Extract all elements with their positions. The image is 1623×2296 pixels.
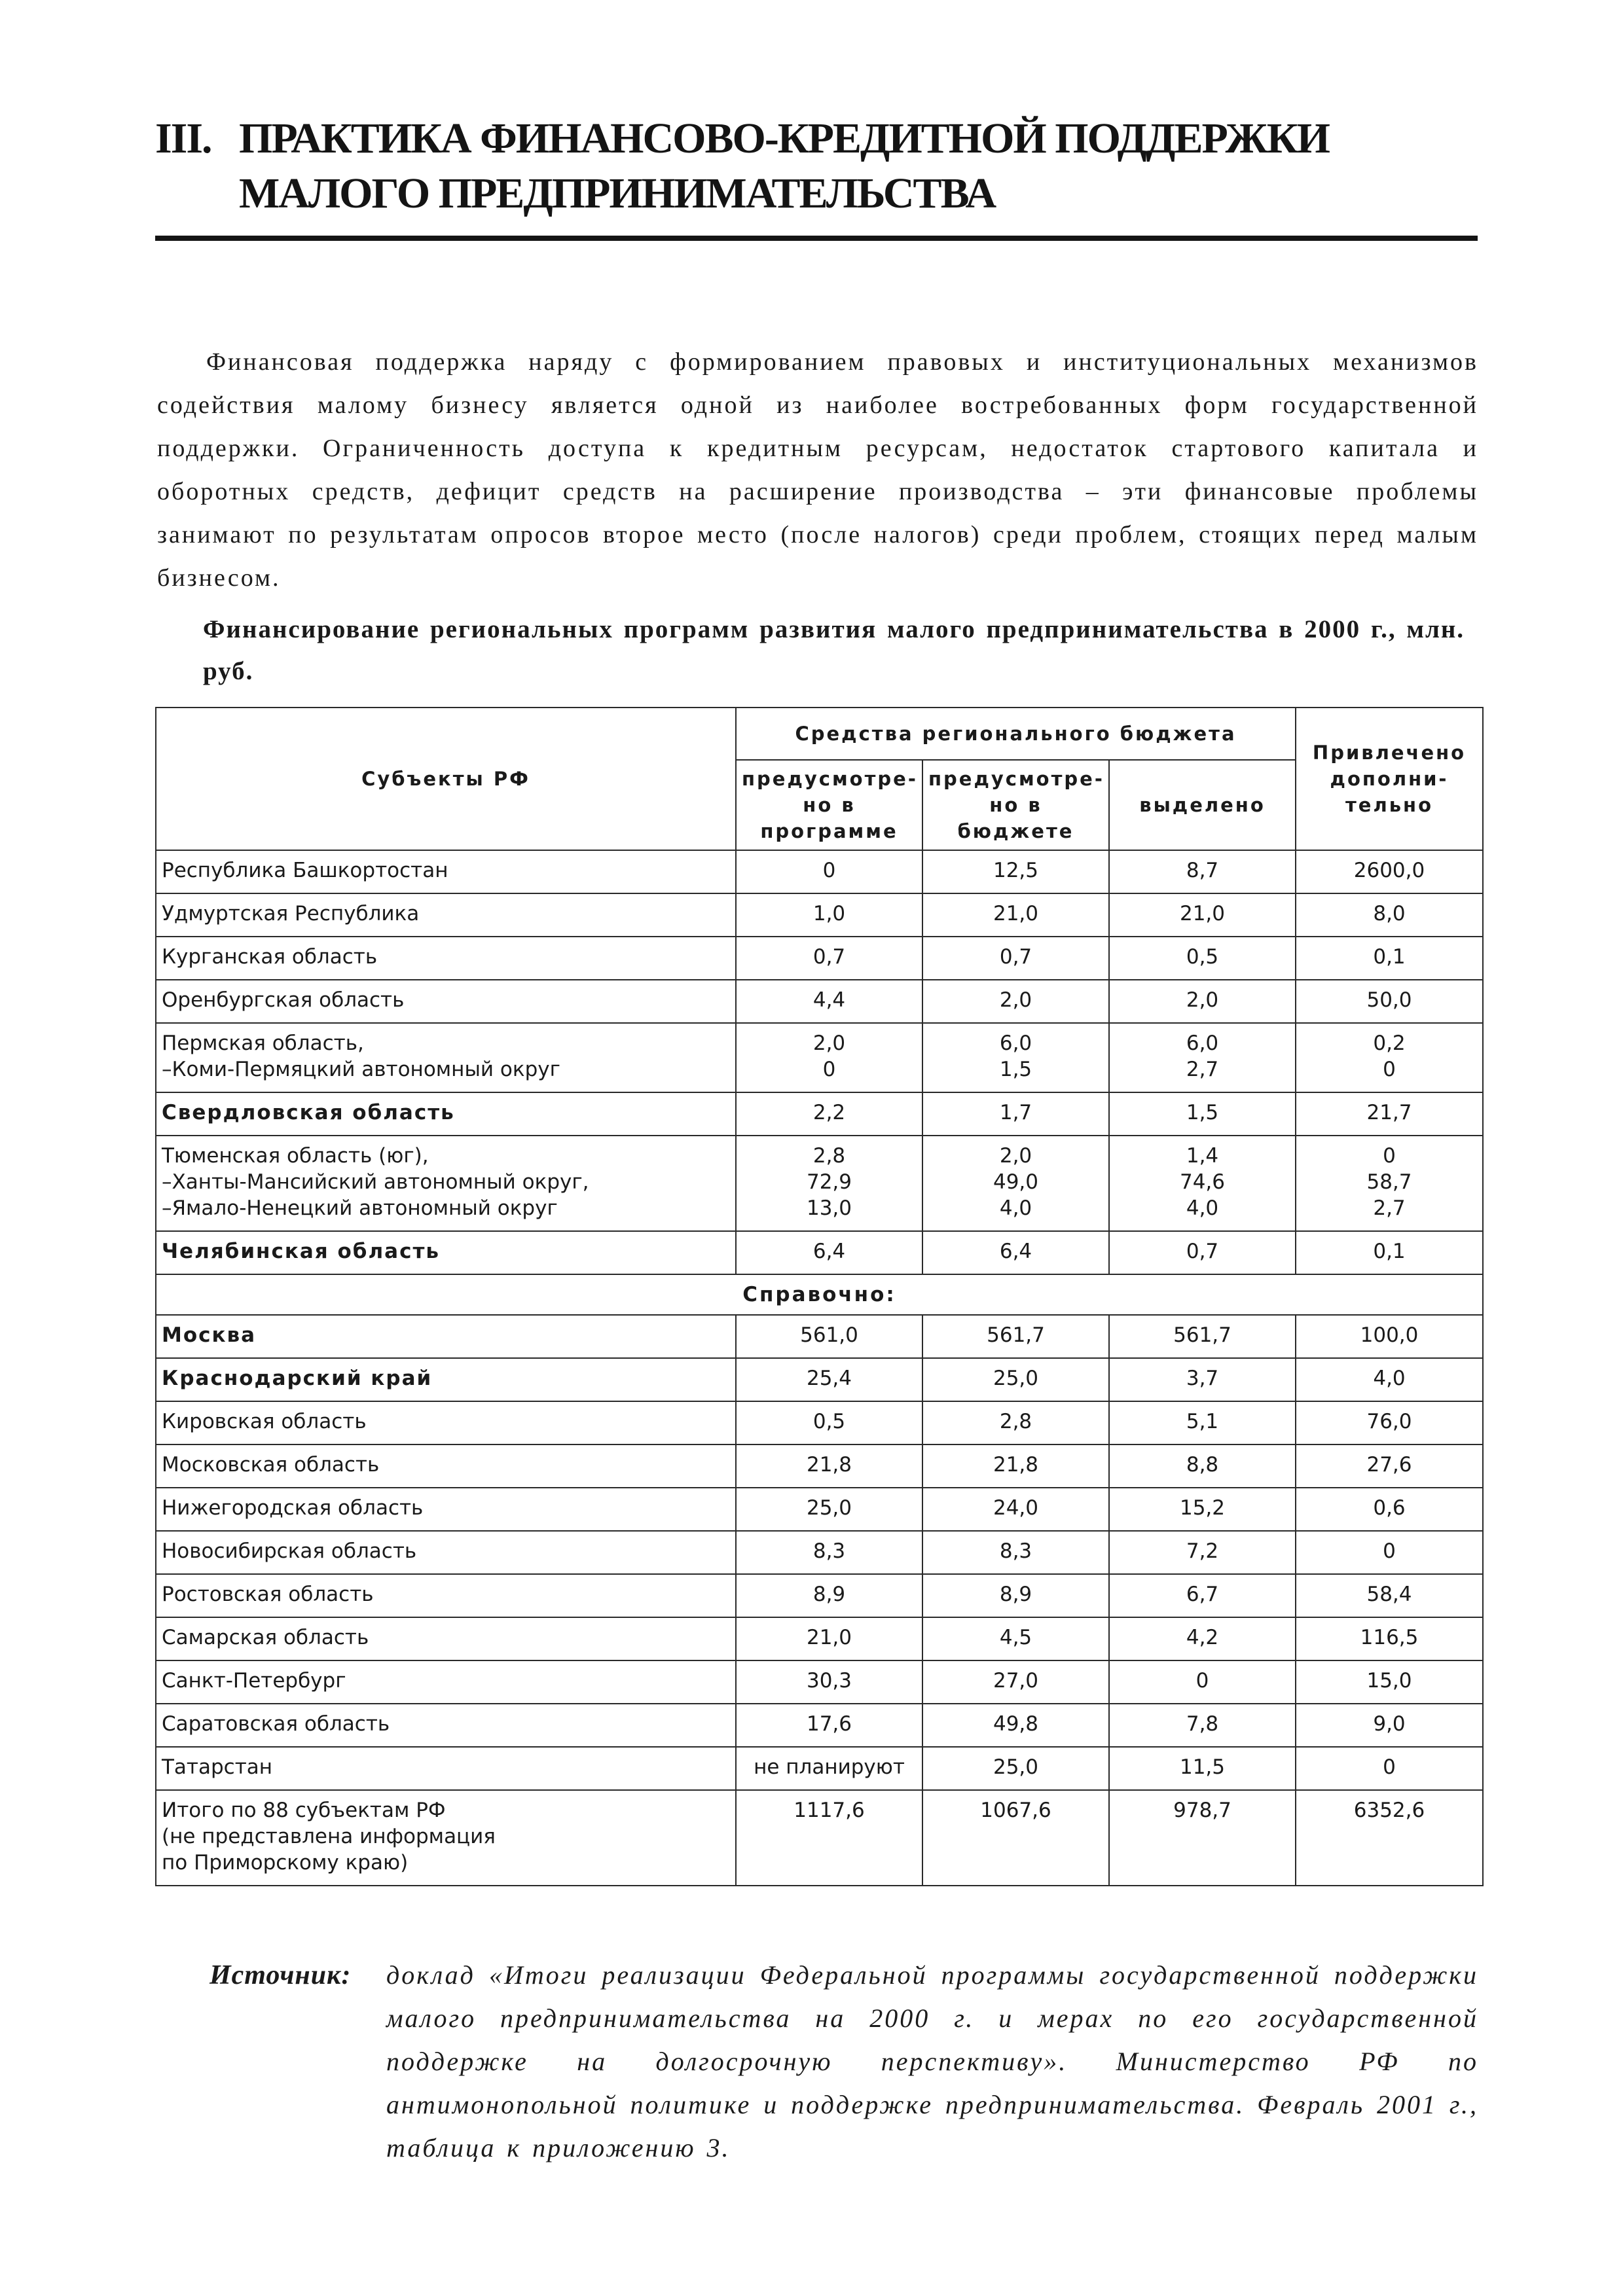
value-line: 21,0 bbox=[806, 1626, 852, 1649]
region-name-cell bbox=[156, 1092, 736, 1136]
attracted-cell bbox=[1296, 1747, 1483, 1790]
allocated-cell bbox=[1109, 1444, 1296, 1488]
planned-budget-cell bbox=[922, 1790, 1109, 1886]
allocated-cell bbox=[1109, 1790, 1296, 1886]
planned-program-cell bbox=[736, 1444, 922, 1488]
planned-budget-cell bbox=[922, 1092, 1109, 1136]
value-line: 1,5 bbox=[999, 1058, 1032, 1081]
header-allocated: выделено bbox=[1109, 760, 1296, 850]
value-line: 0,7 bbox=[812, 945, 846, 969]
region-name-cell bbox=[156, 850, 736, 893]
value-line: 0 bbox=[1383, 1539, 1396, 1563]
planned-budget-cell bbox=[922, 1704, 1109, 1747]
region-name-line: Саратовская область bbox=[162, 1712, 390, 1736]
attracted-cell bbox=[1296, 850, 1483, 893]
value-line: 2600,0 bbox=[1353, 859, 1425, 882]
attracted-cell bbox=[1296, 1790, 1483, 1886]
value-line: 0,7 bbox=[999, 945, 1032, 969]
table-row bbox=[156, 850, 1483, 893]
value-line: 8,0 bbox=[1373, 902, 1406, 925]
value-line: 21,0 bbox=[1179, 902, 1226, 925]
value-line: 561,7 bbox=[1173, 1323, 1231, 1347]
allocated-cell bbox=[1109, 1704, 1296, 1747]
value-line: 1067,6 bbox=[980, 1799, 1051, 1822]
table-row bbox=[156, 1315, 1483, 1358]
value-line: 0 bbox=[1383, 1058, 1396, 1081]
value-line: 74,6 bbox=[1179, 1170, 1226, 1194]
region-name-line: Удмуртская Республика bbox=[162, 902, 420, 925]
planned-budget-cell bbox=[922, 1136, 1109, 1231]
planned-budget-cell bbox=[922, 1401, 1109, 1444]
value-line: 11,5 bbox=[1179, 1755, 1226, 1779]
table-body-main bbox=[156, 850, 1483, 1274]
table-row bbox=[156, 1747, 1483, 1790]
allocated-cell bbox=[1109, 893, 1296, 937]
value-line: 2,8 bbox=[812, 1144, 846, 1168]
region-name-cell bbox=[156, 1444, 736, 1488]
section-title-line-2: МАЛОГО ПРЕДПРИНИМАТЕЛЬСТВА bbox=[239, 170, 996, 217]
value-line: 4,0 bbox=[1373, 1367, 1406, 1390]
planned-budget-cell bbox=[922, 1315, 1109, 1358]
value-line: 6352,6 bbox=[1353, 1799, 1425, 1822]
value-line: 8,8 bbox=[1186, 1453, 1219, 1477]
planned-program-cell bbox=[736, 1488, 922, 1531]
table-body-reference bbox=[156, 1315, 1483, 1886]
planned-program-cell bbox=[736, 980, 922, 1023]
value-line: 0 bbox=[822, 859, 836, 882]
table-caption: Финансирование региональных программ развития малого предпринимательства в 2000 г., млн. руб. bbox=[203, 615, 1465, 685]
planned-budget-cell bbox=[922, 1023, 1109, 1092]
region-name-line: Республика Башкортостан bbox=[162, 859, 448, 882]
value-line: 21,8 bbox=[993, 1453, 1039, 1477]
planned-budget-cell bbox=[922, 1358, 1109, 1401]
value-line: 100,0 bbox=[1360, 1323, 1419, 1347]
attracted-cell bbox=[1296, 1092, 1483, 1136]
table-row bbox=[156, 1231, 1483, 1274]
value-line: 2,0 bbox=[999, 1144, 1032, 1168]
funding-table bbox=[155, 707, 1484, 1886]
region-name-cell bbox=[156, 1023, 736, 1092]
header-regional-budget: Средства регионального бюджета bbox=[736, 708, 1296, 760]
section-title-line-1: ПРАКТИКА ФИНАНСОВО-КРЕДИТНОЙ ПОДДЕРЖКИ bbox=[239, 115, 1329, 162]
region-name-line: Итого по 88 субъектам РФ bbox=[162, 1799, 446, 1822]
value-line: 5,1 bbox=[1186, 1410, 1219, 1433]
table-row bbox=[156, 1531, 1483, 1574]
value-line: 2,7 bbox=[1373, 1196, 1406, 1220]
planned-budget-cell bbox=[922, 1488, 1109, 1531]
value-line: 0,1 bbox=[1373, 945, 1406, 969]
value-line: 2,7 bbox=[1186, 1058, 1219, 1081]
planned-budget-cell bbox=[922, 1231, 1109, 1274]
allocated-cell bbox=[1109, 1231, 1296, 1274]
attracted-cell bbox=[1296, 1358, 1483, 1401]
value-line: 4,2 bbox=[1186, 1626, 1219, 1649]
value-line: 1,7 bbox=[999, 1101, 1032, 1124]
value-line: 561,0 bbox=[800, 1323, 858, 1347]
table-header bbox=[156, 708, 1483, 850]
table-row bbox=[156, 937, 1483, 980]
value-line: 12,5 bbox=[993, 859, 1039, 882]
attracted-cell bbox=[1296, 1401, 1483, 1444]
value-line: 58,4 bbox=[1366, 1583, 1412, 1606]
region-name-cell bbox=[156, 1136, 736, 1231]
value-line: 0 bbox=[1383, 1144, 1396, 1168]
region-name-cell bbox=[156, 1315, 736, 1358]
region-name-line: Московская область bbox=[162, 1453, 380, 1477]
planned-budget-cell bbox=[922, 893, 1109, 937]
value-line: 17,6 bbox=[806, 1712, 852, 1736]
header-planned-program: предусмотре-но в программе bbox=[736, 760, 922, 850]
value-line: 1117,6 bbox=[793, 1799, 865, 1822]
planned-budget-cell bbox=[922, 1747, 1109, 1790]
value-line: 49,0 bbox=[993, 1170, 1039, 1194]
table-row bbox=[156, 980, 1483, 1023]
value-line: 6,0 bbox=[1186, 1031, 1219, 1055]
planned-program-cell bbox=[736, 1660, 922, 1704]
region-name-cell bbox=[156, 1747, 736, 1790]
value-line: 8,7 bbox=[1186, 859, 1219, 882]
region-name-cell bbox=[156, 1704, 736, 1747]
allocated-cell bbox=[1109, 1574, 1296, 1617]
region-name-cell bbox=[156, 937, 736, 980]
value-line: 0,7 bbox=[1186, 1240, 1219, 1263]
value-line: 21,8 bbox=[806, 1453, 852, 1477]
region-name-line: Свердловская область bbox=[162, 1101, 455, 1124]
planned-program-cell bbox=[736, 1531, 922, 1574]
value-line: 21,0 bbox=[993, 902, 1039, 925]
allocated-cell bbox=[1109, 1136, 1296, 1231]
planned-budget-cell bbox=[922, 937, 1109, 980]
region-name-line: Татарстан bbox=[162, 1755, 273, 1779]
region-name-line: Санкт-Петербург bbox=[162, 1669, 346, 1693]
attracted-cell bbox=[1296, 893, 1483, 937]
region-name-line: Челябинская область bbox=[162, 1240, 441, 1263]
planned-program-cell bbox=[736, 893, 922, 937]
value-line: 8,9 bbox=[999, 1583, 1032, 1606]
value-line: 561,7 bbox=[987, 1323, 1045, 1347]
region-name-cell bbox=[156, 980, 736, 1023]
planned-program-cell bbox=[736, 1231, 922, 1274]
planned-program-cell bbox=[736, 1790, 922, 1886]
planned-program-cell bbox=[736, 1092, 922, 1136]
region-name-cell bbox=[156, 1790, 736, 1886]
value-line: 25,0 bbox=[806, 1496, 852, 1520]
allocated-cell bbox=[1109, 1488, 1296, 1531]
region-name-line: Москва bbox=[162, 1323, 257, 1347]
value-line: 27,6 bbox=[1366, 1453, 1412, 1477]
region-name-line: Кировская область bbox=[162, 1410, 367, 1433]
planned-budget-cell bbox=[922, 1617, 1109, 1660]
section-number: III. bbox=[155, 115, 211, 162]
planned-budget-cell bbox=[922, 1531, 1109, 1574]
value-line: 8,9 bbox=[812, 1583, 846, 1606]
value-line: 7,2 bbox=[1186, 1539, 1219, 1563]
region-name-line: Оренбургская область bbox=[162, 988, 405, 1012]
attracted-cell bbox=[1296, 1444, 1483, 1488]
value-line: 4,0 bbox=[1186, 1196, 1219, 1220]
allocated-cell bbox=[1109, 1660, 1296, 1704]
region-name-line: Ростовская область bbox=[162, 1583, 374, 1606]
value-line: 7,8 bbox=[1186, 1712, 1219, 1736]
allocated-cell bbox=[1109, 1092, 1296, 1136]
value-line: 1,4 bbox=[1186, 1144, 1219, 1168]
region-name-line: Краснодарский край bbox=[162, 1367, 433, 1390]
value-line: 2,0 bbox=[999, 988, 1032, 1012]
value-line: 6,4 bbox=[812, 1240, 846, 1263]
table-row bbox=[156, 1401, 1483, 1444]
value-line: 6,0 bbox=[999, 1031, 1032, 1055]
table-row bbox=[156, 1444, 1483, 1488]
planned-budget-cell bbox=[922, 1444, 1109, 1488]
allocated-cell bbox=[1109, 980, 1296, 1023]
value-line: 50,0 bbox=[1366, 988, 1412, 1012]
value-line: 0,6 bbox=[1373, 1496, 1406, 1520]
value-line: 72,9 bbox=[806, 1170, 852, 1194]
value-line: 8,3 bbox=[999, 1539, 1032, 1563]
planned-budget-cell bbox=[922, 1660, 1109, 1704]
table-row bbox=[156, 1488, 1483, 1531]
region-name-cell bbox=[156, 1574, 736, 1617]
planned-program-cell bbox=[736, 1401, 922, 1444]
value-line: 9,0 bbox=[1373, 1712, 1406, 1736]
table-body-reference-label bbox=[156, 1274, 1483, 1315]
value-line: 3,7 bbox=[1186, 1367, 1219, 1390]
value-line: 49,8 bbox=[993, 1712, 1039, 1736]
value-line: 0,5 bbox=[812, 1410, 846, 1433]
table-row bbox=[156, 1704, 1483, 1747]
header-planned-budget: предусмотре-но в бюджете bbox=[922, 760, 1109, 850]
table-row bbox=[156, 1790, 1483, 1886]
region-name-cell bbox=[156, 1231, 736, 1274]
attracted-cell bbox=[1296, 937, 1483, 980]
value-line: 0 bbox=[1195, 1669, 1209, 1693]
planned-program-cell bbox=[736, 1617, 922, 1660]
allocated-cell bbox=[1109, 850, 1296, 893]
allocated-cell bbox=[1109, 1617, 1296, 1660]
attracted-cell bbox=[1296, 1023, 1483, 1092]
planned-program-cell bbox=[736, 1747, 922, 1790]
value-line: 6,7 bbox=[1186, 1583, 1219, 1606]
table-row bbox=[156, 1136, 1483, 1231]
table-row bbox=[156, 1358, 1483, 1401]
attracted-cell bbox=[1296, 1231, 1483, 1274]
value-line: 25,4 bbox=[806, 1367, 852, 1390]
value-line: 0,1 bbox=[1373, 1240, 1406, 1263]
planned-program-cell bbox=[736, 1704, 922, 1747]
attracted-cell bbox=[1296, 1488, 1483, 1531]
planned-program-cell bbox=[736, 1315, 922, 1358]
allocated-cell bbox=[1109, 1531, 1296, 1574]
planned-program-cell bbox=[736, 1136, 922, 1231]
region-name-line: –Коми-Пермяцкий автономный округ bbox=[162, 1058, 560, 1081]
allocated-cell bbox=[1109, 1315, 1296, 1358]
allocated-cell bbox=[1109, 1747, 1296, 1790]
planned-program-cell bbox=[736, 1358, 922, 1401]
region-name-cell bbox=[156, 1358, 736, 1401]
attracted-cell bbox=[1296, 1574, 1483, 1617]
header-attracted: Привлечено дополни-тельно bbox=[1296, 708, 1483, 850]
value-line: 76,0 bbox=[1366, 1410, 1412, 1433]
region-name-line: (не представлена информация bbox=[162, 1825, 496, 1848]
attracted-cell bbox=[1296, 1660, 1483, 1704]
value-line: 978,7 bbox=[1173, 1799, 1231, 1822]
value-line: 25,0 bbox=[993, 1367, 1039, 1390]
value-line: 15,2 bbox=[1179, 1496, 1226, 1520]
planned-program-cell bbox=[736, 850, 922, 893]
region-name-cell bbox=[156, 1401, 736, 1444]
planned-program-cell bbox=[736, 937, 922, 980]
value-line: 6,4 bbox=[999, 1240, 1032, 1263]
value-line: 1,5 bbox=[1186, 1101, 1219, 1124]
region-name-line: –Ханты-Мансийский автономный округ, bbox=[162, 1170, 589, 1194]
value-line: 2,2 bbox=[812, 1101, 846, 1124]
planned-budget-cell bbox=[922, 980, 1109, 1023]
table-row bbox=[156, 1092, 1483, 1136]
header-subjects: Субъекты РФ bbox=[156, 708, 736, 850]
region-name-line: Самарская область bbox=[162, 1626, 369, 1649]
source-text: доклад «Итоги реализации Федеральной программы государственной поддержки малого предпринимательства на 2000 г. и мерах по его государственной поддержке на долгосрочную перспективу». Министерство РФ по антимонопольной политике и поддержке предпринимательства. Февраль 2001 г., таблица к приложению 3. bbox=[386, 1960, 1478, 2162]
region-name-line: Пермская область, bbox=[162, 1031, 364, 1055]
region-name-line: Курганская область bbox=[162, 945, 378, 969]
value-line: 0,5 bbox=[1186, 945, 1219, 969]
value-line: 2,8 bbox=[999, 1410, 1032, 1433]
table-row bbox=[156, 1574, 1483, 1617]
value-line: 24,0 bbox=[993, 1496, 1039, 1520]
intro-paragraph: Финансовая поддержка наряду с формированием правовых и институциональных механизмов содействия малому бизнесу является одной из наиболее востребованных форм государственной поддержки. Ограниченность доступа к кредитным ресурсам, недостаток стартового капитала и оборотных средств, дефицит средств на расширение производства – эти финансовые проблемы занимают по результатам опросов второе место (после налогов) среди проблем, стоящих перед малым бизнесом. bbox=[157, 348, 1478, 592]
value-line: 8,3 bbox=[812, 1539, 846, 1563]
region-name-line: Новосибирская область bbox=[162, 1539, 417, 1563]
table-row bbox=[156, 1023, 1483, 1092]
region-name-line: Нижегородская область bbox=[162, 1496, 424, 1520]
value-line: 0 bbox=[822, 1058, 836, 1081]
value-line: 2,0 bbox=[1186, 988, 1219, 1012]
value-line: 21,7 bbox=[1366, 1101, 1412, 1124]
table-row bbox=[156, 893, 1483, 937]
region-name-line: по Приморскому краю) bbox=[162, 1851, 409, 1874]
value-line: 4,0 bbox=[999, 1196, 1032, 1220]
attracted-cell bbox=[1296, 1704, 1483, 1747]
value-line: 4,4 bbox=[812, 988, 846, 1012]
region-name-cell bbox=[156, 1660, 736, 1704]
planned-program-cell bbox=[736, 1023, 922, 1092]
value-line: 0 bbox=[1383, 1755, 1396, 1779]
allocated-cell bbox=[1109, 1023, 1296, 1092]
value-line: 2,0 bbox=[812, 1031, 846, 1055]
region-name-line: –Ямало-Ненецкий автономный округ bbox=[162, 1196, 558, 1220]
value-line: не планируют bbox=[754, 1755, 905, 1779]
attracted-cell bbox=[1296, 980, 1483, 1023]
reference-label: Справочно: bbox=[156, 1274, 1483, 1315]
value-line: 27,0 bbox=[993, 1669, 1039, 1693]
source-label: Источник: bbox=[210, 1960, 352, 1990]
value-line: 1,0 bbox=[812, 902, 846, 925]
allocated-cell bbox=[1109, 1358, 1296, 1401]
planned-program-cell bbox=[736, 1574, 922, 1617]
attracted-cell bbox=[1296, 1315, 1483, 1358]
allocated-cell bbox=[1109, 1401, 1296, 1444]
attracted-cell bbox=[1296, 1136, 1483, 1231]
table-row bbox=[156, 1617, 1483, 1660]
value-line: 58,7 bbox=[1366, 1170, 1412, 1194]
attracted-cell bbox=[1296, 1617, 1483, 1660]
region-name-cell bbox=[156, 1488, 736, 1531]
planned-budget-cell bbox=[922, 1574, 1109, 1617]
value-line: 15,0 bbox=[1366, 1669, 1412, 1693]
region-name-line: Тюменская область (юг), bbox=[162, 1144, 429, 1168]
value-line: 13,0 bbox=[806, 1196, 852, 1220]
region-name-cell bbox=[156, 1617, 736, 1660]
value-line: 30,3 bbox=[806, 1669, 852, 1693]
table-row bbox=[156, 1660, 1483, 1704]
region-name-cell bbox=[156, 1531, 736, 1574]
title-underline-rule bbox=[155, 236, 1478, 241]
planned-budget-cell bbox=[922, 850, 1109, 893]
attracted-cell bbox=[1296, 1531, 1483, 1574]
value-line: 116,5 bbox=[1360, 1626, 1419, 1649]
value-line: 0,2 bbox=[1373, 1031, 1406, 1055]
region-name-cell bbox=[156, 893, 736, 937]
allocated-cell bbox=[1109, 937, 1296, 980]
value-line: 25,0 bbox=[993, 1755, 1039, 1779]
value-line: 4,5 bbox=[999, 1626, 1032, 1649]
